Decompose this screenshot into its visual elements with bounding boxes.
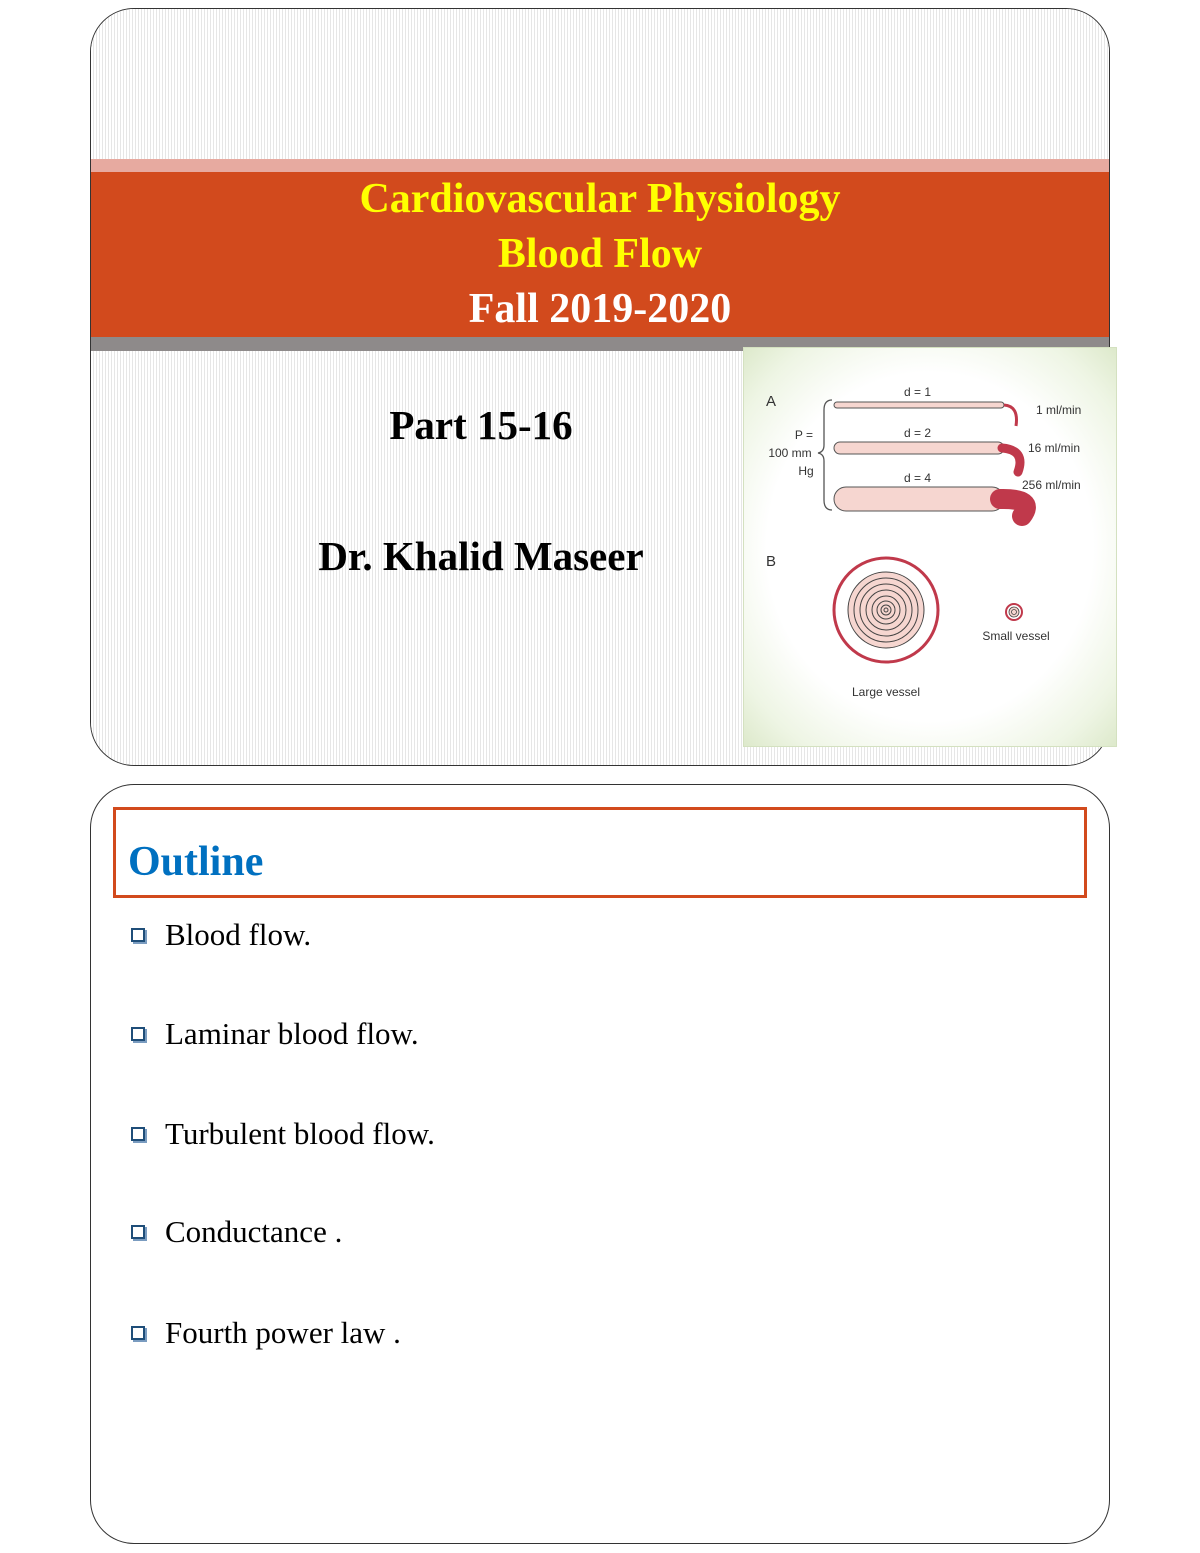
part-label: Part 15-16: [389, 402, 573, 448]
diameter-2-label: d = 2: [904, 426, 932, 440]
flow-1-label: 1 ml/min: [1036, 403, 1082, 417]
vessel-diagram: [743, 347, 1117, 747]
large-vessel-label: Large vessel: [851, 685, 921, 699]
outline-item: [131, 1315, 401, 1351]
term-title: Fall 2019-2020: [468, 286, 732, 332]
course-title: Cardiovascular Physiology: [359, 176, 841, 222]
outline-item-text: Blood flow.: [165, 917, 312, 952]
checkbox-bullet-icon: [131, 928, 145, 942]
small-tube: [834, 402, 1004, 408]
large-vessel-cross-section: [834, 558, 938, 662]
pressure-brace: [818, 400, 832, 510]
accent-bar: [91, 159, 1109, 172]
panel-a-label: A: [766, 393, 777, 410]
pressure-label-line1: P =: [794, 428, 814, 442]
checkbox-bullet-icon: [131, 1225, 145, 1239]
medium-tube: [834, 442, 1004, 454]
topic-title: Blood Flow: [497, 231, 703, 277]
flow-2-label: 16 ml/min: [1028, 441, 1081, 455]
checkbox-bullet-icon: [131, 1127, 145, 1141]
outflow-3: [1000, 499, 1026, 516]
small-vessel-label: Small vessel: [982, 629, 1050, 643]
large-tube: [834, 487, 1004, 511]
checkbox-bullet-icon: [131, 1326, 145, 1340]
outline-slide: [90, 784, 1110, 1544]
striped-background-top: [91, 9, 1109, 159]
outline-item-text: Conductance .: [165, 1214, 343, 1249]
outline-heading: Outline: [128, 839, 264, 885]
checkbox-bullet-icon: [131, 1027, 145, 1041]
pressure-label-line3: Hg: [798, 464, 814, 478]
outline-item-text: Fourth power law .: [165, 1315, 401, 1350]
diameter-4-label: d = 4: [904, 471, 932, 485]
flow-3-label: 256 ml/min: [1022, 478, 1081, 492]
outline-heading-frame: [113, 807, 1087, 898]
outline-item: [131, 1214, 342, 1250]
pressure-label-line2: 100 mm: [768, 446, 812, 460]
outline-item-text: Laminar blood flow.: [165, 1016, 419, 1051]
small-vessel-cross-section: [1006, 604, 1022, 620]
diameter-1-label: d = 1: [904, 385, 932, 399]
outline-item: [131, 1016, 419, 1052]
outflow-2: [1002, 448, 1020, 472]
outline-item: [131, 917, 311, 953]
outline-item-text: Turbulent blood flow.: [165, 1116, 435, 1151]
author-name: Dr. Khalid Maseer: [318, 533, 644, 579]
panel-b-label: B: [766, 553, 777, 570]
outline-item: [131, 1116, 435, 1152]
outflow-1: [1004, 405, 1017, 426]
